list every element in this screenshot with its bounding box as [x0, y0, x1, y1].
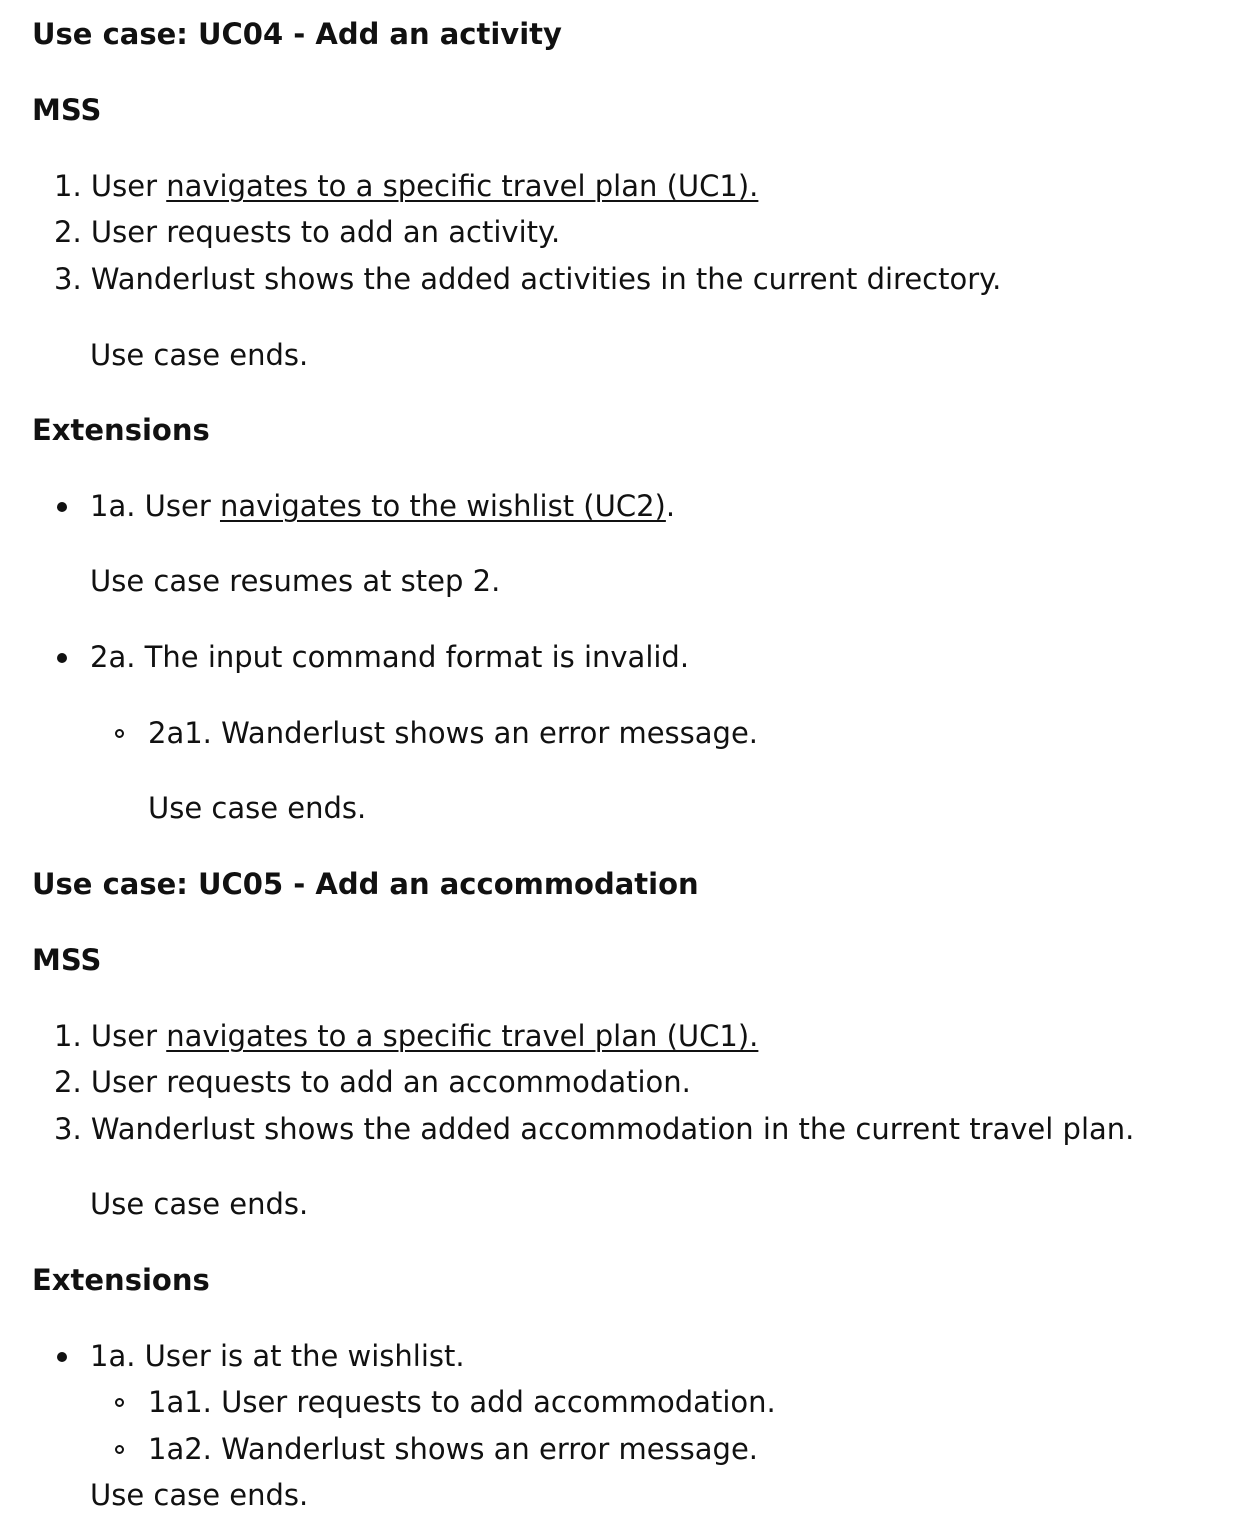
uc2-link[interactable]: navigates to the wishlist (UC2): [219, 489, 666, 523]
uc04-extensions-heading: Extensions: [32, 413, 210, 447]
bullet-icon: [57, 502, 67, 512]
step-number: 3.: [54, 262, 82, 296]
step-number: 2.: [54, 215, 82, 249]
uc05-extensions-heading: Extensions: [32, 1263, 210, 1297]
uc05-ext-1a-note: Use case ends.: [90, 1478, 309, 1512]
bullet-icon: [57, 653, 67, 663]
uc04-ext-2a: 2a. The input command format is invalid.: [90, 640, 690, 674]
step-text: User requests to add an accommodation.: [90, 1065, 691, 1099]
sub-bullet-icon: [115, 1445, 124, 1454]
step-number: 3.: [54, 1112, 82, 1146]
uc1-link[interactable]: navigates to a specific travel plan (UC1).: [166, 1019, 759, 1053]
ext-text: 1a. User: [90, 489, 220, 523]
uc04-title: Use case: UC04 - Add an activity: [32, 17, 562, 51]
ext-text-end: .: [665, 489, 676, 523]
uc04-ext-2a1: 2a1. Wanderlust shows an error message.: [148, 716, 759, 750]
list-item: [54, 1063, 691, 1101]
bullet-icon: [57, 1352, 67, 1362]
uc05-ext-1a2: 1a2. Wanderlust shows an error message.: [148, 1432, 759, 1466]
list-item: [54, 167, 758, 205]
uc05-mss-heading: MSS: [32, 943, 102, 977]
step-text: User: [90, 169, 167, 203]
step-number: 1.: [54, 1019, 82, 1053]
list-item: [54, 213, 560, 251]
uc1-link[interactable]: navigates to a specific travel plan (UC1).: [166, 169, 759, 203]
uc05-title: Use case: UC05 - Add an accommodation: [32, 867, 699, 901]
list-item: [54, 260, 1001, 298]
uc05-ext-1a: 1a. User is at the wishlist.: [90, 1339, 465, 1373]
uc04-mss-heading: MSS: [32, 93, 102, 127]
uc04-ext-2a1-note: Use case ends.: [148, 791, 367, 825]
sub-bullet-icon: [115, 729, 124, 738]
step-text: Wanderlust shows the added activities in the current directory.: [90, 262, 1002, 296]
list-item: [54, 1110, 1134, 1148]
step-text: User: [90, 1019, 167, 1053]
uc04-mss-end: Use case ends.: [90, 338, 309, 372]
sub-bullet-icon: [115, 1398, 124, 1407]
step-text: Wanderlust shows the added accommodation in the current travel plan.: [90, 1112, 1135, 1146]
step-number: 1.: [54, 169, 82, 203]
step-number: 2.: [54, 1065, 82, 1099]
uc04-ext-1a-note: Use case resumes at step 2.: [90, 564, 501, 598]
uc05-ext-1a1: 1a1. User requests to add accommodation.: [148, 1385, 776, 1419]
uc05-mss-end: Use case ends.: [90, 1187, 309, 1221]
uc04-ext-1a: [90, 487, 675, 525]
list-item: [54, 1017, 758, 1055]
step-text: User requests to add an activity.: [90, 215, 561, 249]
